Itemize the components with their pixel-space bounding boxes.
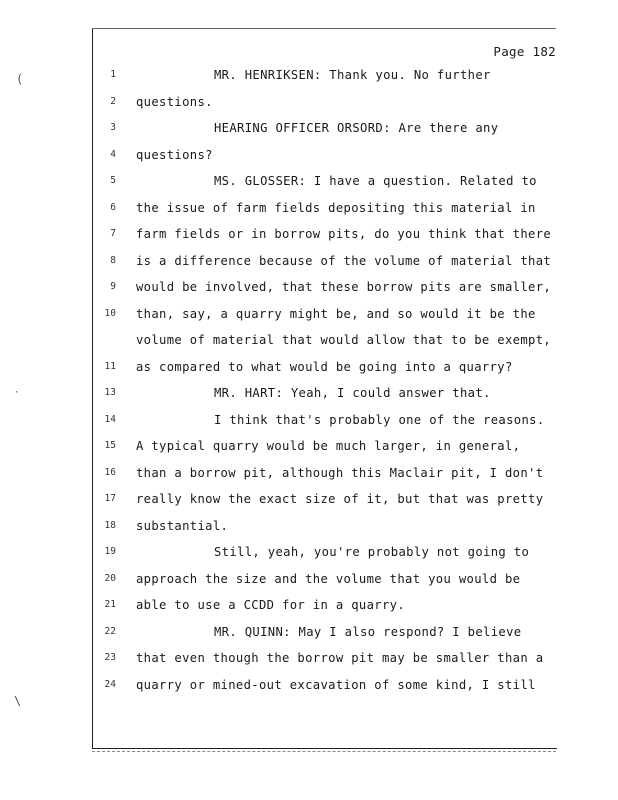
page-number: Page 182 (493, 44, 556, 59)
transcript-line (100, 115, 550, 142)
line-text: HEARING OFFICER ORSORD: Are there any (214, 121, 499, 135)
transcript-line (100, 486, 550, 513)
line-number: 7 (110, 228, 116, 239)
transcript-line (100, 539, 550, 566)
transcript-line (100, 89, 550, 116)
line-text: quarry or mined-out excavation of some kind, I still (136, 677, 536, 692)
margin-mark: ( (16, 72, 24, 86)
bottom-rule (92, 751, 556, 752)
transcript-line (100, 566, 550, 593)
line-text: MR. HENRIKSEN: Thank you. No further (214, 68, 491, 82)
line-text: I think that's probably one of the reasons. (214, 412, 545, 427)
line-text: A typical quarry would be much larger, in general, (136, 439, 521, 453)
transcript-line (100, 301, 550, 328)
line-text: the issue of farm fields depositing this material in (136, 200, 536, 215)
transcript-line (100, 221, 550, 248)
transcript-line (100, 433, 550, 460)
line-text: MR. HART: Yeah, I could answer that. (214, 386, 491, 400)
transcript-line (100, 513, 550, 540)
line-text: MS. GLOSSER: I have a question. Related to (214, 174, 537, 188)
line-text: questions. (136, 94, 213, 109)
line-text: farm fields or in borrow pits, do you think that there (136, 227, 552, 241)
line-number: 20 (104, 572, 116, 584)
line-number: 2 (110, 95, 116, 107)
line-number: 8 (110, 254, 116, 266)
transcript-line (100, 327, 550, 354)
transcript-line (100, 142, 550, 169)
line-text: than, say, a quarry might be, and so would it be the (136, 306, 536, 321)
line-number: 3 (110, 122, 116, 133)
line-text: approach the size and the volume that you would be (136, 571, 521, 586)
line-text: Still, yeah, you're probably not going to (214, 545, 530, 559)
line-text: substantial. (136, 518, 229, 533)
line-text: really know the exact size of it, but that was pretty (136, 492, 544, 506)
line-number: 23 (104, 652, 116, 663)
line-number: 17 (104, 493, 116, 504)
margin-mark: \ (14, 694, 22, 708)
transcript-line (100, 195, 550, 222)
transcript-body (100, 62, 550, 698)
line-number: 1 (110, 69, 116, 80)
line-number: 11 (104, 360, 116, 372)
transcript-line (100, 460, 550, 487)
line-text: volume of material that would allow that to be exempt, (136, 333, 552, 347)
line-number: 18 (104, 519, 116, 531)
line-number: 16 (104, 466, 116, 478)
transcript-line (100, 168, 550, 195)
line-text: is a difference because of the volume of material that (136, 253, 552, 268)
line-number: 14 (104, 413, 116, 425)
line-number: 13 (104, 387, 116, 398)
line-text: that even though the borrow pit may be smaller than a (136, 651, 544, 665)
transcript-line (100, 645, 550, 672)
line-number: 6 (110, 201, 116, 213)
line-number: 10 (104, 307, 116, 319)
line-text: would be involved, that these borrow pits are smaller, (136, 280, 552, 294)
line-number: 15 (104, 440, 116, 451)
line-text: able to use a CCDD for in a quarry. (136, 598, 406, 612)
transcript-line (100, 354, 550, 381)
transcript-line (100, 248, 550, 275)
line-text: as compared to what would be going into a quarry? (136, 359, 513, 374)
line-text: questions? (136, 147, 213, 162)
line-number: 21 (104, 599, 116, 610)
transcript-line (100, 62, 550, 89)
line-number: 4 (110, 148, 116, 160)
line-text: than a borrow pit, although this Maclair pit, I don't (136, 465, 544, 480)
line-text: MR. QUINN: May I also respond? I believe (214, 624, 522, 639)
transcript-line (100, 619, 550, 646)
margin-mark: · (14, 388, 20, 398)
line-number: 9 (110, 281, 116, 292)
line-number: 5 (110, 175, 116, 186)
transcript-line (100, 380, 550, 407)
line-number: 24 (104, 678, 116, 690)
line-number: 19 (104, 546, 116, 557)
transcript-line (100, 407, 550, 434)
transcript-line (100, 592, 550, 619)
transcript-line (100, 274, 550, 301)
top-rule (92, 28, 556, 29)
transcript-line (100, 672, 550, 699)
line-number: 22 (104, 625, 116, 637)
